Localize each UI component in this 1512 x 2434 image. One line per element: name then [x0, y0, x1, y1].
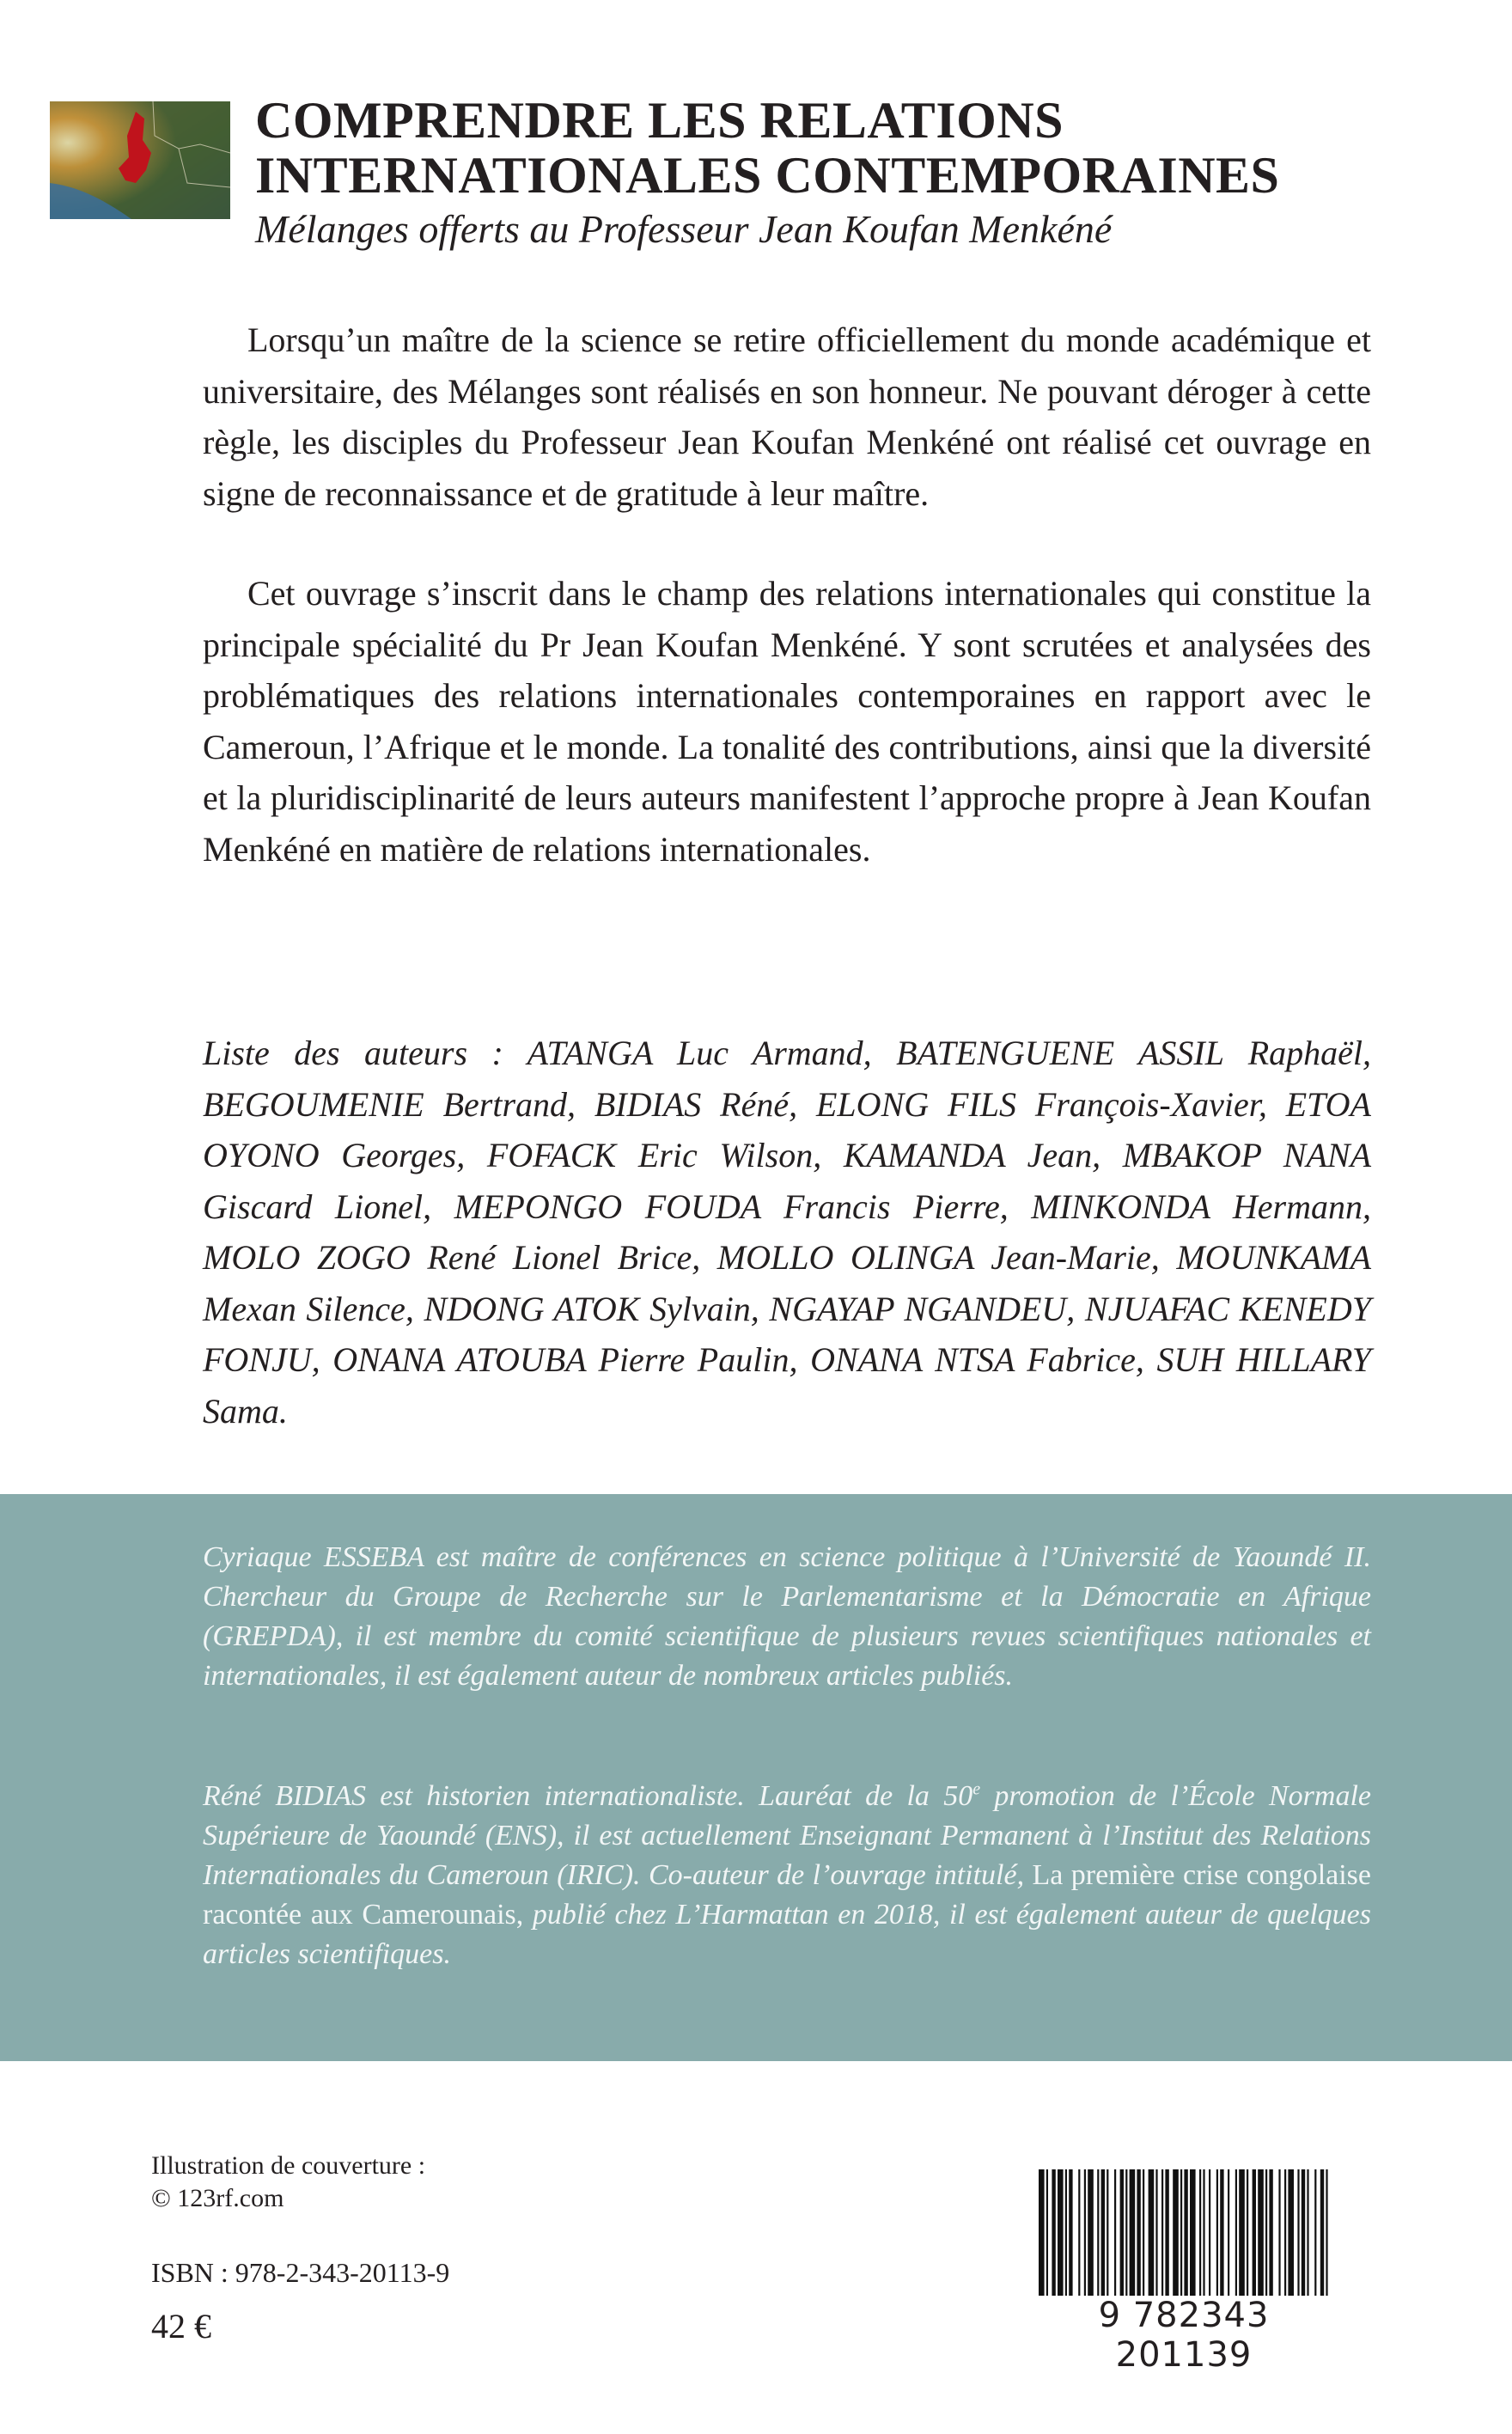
- author-list: Liste des auteurs : ATANGA Luc Armand, BATENGUENE ASSIL Raphaël, BEGOUMENIE Bertrand, BIDIAS Réné, ELONG FILS François-Xavier, ETOA OYONO Georges, FOFACK Eric Wilson, KAMANDA Jean, MBAKOP NANA Giscard Lionel, MEPONGO FOUDA Francis Pierre, MINKONDA Hermann, MOLO ZOGO René Lionel Brice, MOLLO OLINGA Jean-Marie, MOUNKAMA Mexan Silence, NDONG ATOK Sylvain, NGAYAP NGANDEU, NJUAFAC KENEDY FONJU, ONANA ATOUBA Pierre Paulin, ONANA NTSA Fabrice, SUH HILLARY Sama.: [203, 1034, 1371, 1431]
- bio-bidias: [203, 1777, 1371, 1974]
- barcode-number: 9 782343 201139: [1038, 2296, 1330, 2375]
- book-reference-title: La première crise congolaise racontée aux Camerounais,: [203, 1859, 1371, 1931]
- bio-bidias-part-3: publié chez L’Harmattan en 2018, il est également auteur de quelques articles scientifiques.: [203, 1899, 1371, 1970]
- title-line-1: COMPRENDRE LES RELATIONS: [255, 92, 1064, 149]
- isbn: ISBN : 978-2-343-20113-9: [151, 2257, 450, 2288]
- cover-credit: [151, 2150, 425, 2215]
- title-line-2: INTERNATIONALES CONTEMPORAINES: [255, 147, 1280, 204]
- price: 42 €: [151, 2307, 211, 2346]
- africa-map-icon: [50, 101, 230, 219]
- ordinal-superscript: e: [972, 1779, 981, 1799]
- cover-thumbnail: [50, 101, 230, 219]
- summary-paragraph-1: Lorsqu’un maître de la science se retire officiellement du monde académique et universitaire, des Mélanges sont réalisés en son honneur. Ne pouvant déroger à cette règle, les disciples du Professeur Jean Koufan Menkéné ont réalisé cet ouvrage en signe de reconnaissance et de gratitude à leur maître.: [203, 320, 1371, 513]
- bio-esseba: Cyriaque ESSEBA est maître de conférences en science politique à l’Université de Yaoundé II. Chercheur du Groupe de Recherche sur le Parlementarisme et la Démocratie en Afrique (GREPDA), il est membre du comité scientifique de plusieurs revues scientifiques nationales et internationales, il est également auteur de nombreux articles publiés.: [203, 1541, 1371, 1692]
- summary-paragraph-2: Cet ouvrage s’inscrit dans le champ des relations internationales qui constitue la principale spécialité du Pr Jean Koufan Menkéné. Y sont scrutées et analysées des problématiques des relations internationales contemporaines en rapport avec le Cameroun, l’Afrique et le monde. La tonalité des contributions, ainsi que la diversité et la pluridisciplinarité de leurs auteurs manifestent l’approche propre à Jean Koufan Menkéné en matière de relations internationales.: [203, 574, 1371, 869]
- credit-label: Illustration de couverture :: [151, 2151, 426, 2180]
- book-title: [255, 93, 1458, 203]
- book-subtitle: Mélanges offerts au Professeur Jean Koufan Menkéné: [255, 207, 1113, 251]
- credit-source: © 123rf.com: [151, 2184, 284, 2212]
- bio-bidias-part-1: Réné BIDIAS est historien internationaliste. Lauréat de la 50: [203, 1780, 973, 1812]
- bio-bidias-part-2: promotion de l’École Normale Supérieure de Yaoundé (ENS), il est actuellement Enseignant Permanent à l’Institut des Relations Internationales du Cameroun (IRIC). Co-auteur de l’ouvrage intitulé,: [203, 1780, 1371, 1891]
